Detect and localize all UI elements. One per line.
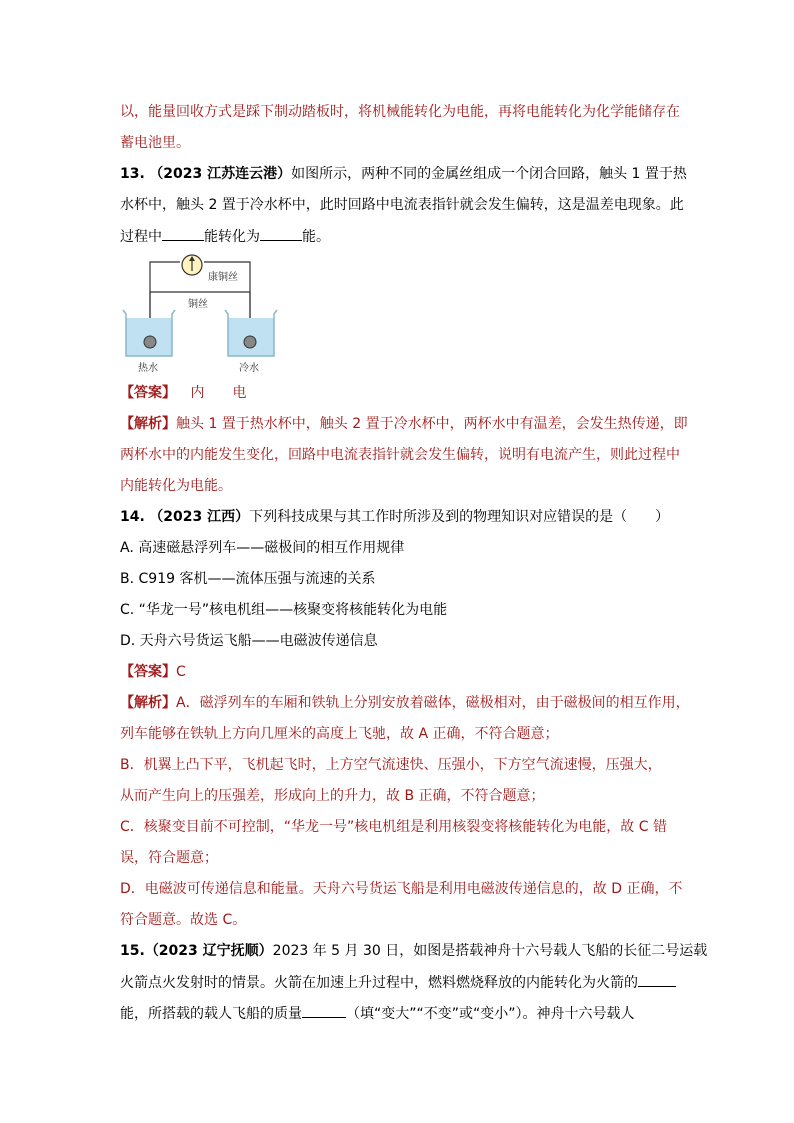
q14-analysis-line-6: 误，符合题意； [120, 850, 218, 866]
q14-source: （2023 江西） [149, 509, 250, 525]
beaker-hot-water [123, 310, 175, 356]
q13-answer-text: 内 电 [190, 385, 247, 401]
q15-stem-text-2: 火箭点火发射时的情景。火箭在加速上升过程中，燃料燃烧释放的内能转化为火箭的 [120, 975, 638, 991]
q14-answer-label: 【答案】 [120, 664, 176, 680]
q13-analysis-line-1 [120, 414, 688, 434]
q13-stem-text-3a: 过程中 [120, 229, 162, 245]
prev-analysis-line-2: 蓄电池里。 [120, 135, 190, 151]
beaker-cold-water [225, 310, 277, 356]
q14-analysis-label: 【解析】 [120, 695, 176, 711]
beaker-label-hot: 热水 [138, 363, 158, 374]
q14-option-c: C. “华龙一号”核电机组——核聚变将核能转化为电能 [120, 602, 448, 618]
q14-analysis-line-1 [120, 693, 690, 713]
q14-option-d: D. 天舟六号货运飞船——电磁波传递信息 [120, 633, 378, 649]
q13-blank-1 [162, 226, 204, 241]
q15-stem-line-1 [120, 941, 707, 961]
q14-option-a: A. 高速磁悬浮列车——磁极间的相互作用规律 [120, 540, 405, 556]
q14-stem [120, 507, 669, 527]
q13-analysis-line-2: 两杯水中的内能发生变化，回路中电流表指针就会发生偏转，说明有电流产生，则此过程中 [120, 447, 680, 463]
q15-blank-2 [302, 1003, 346, 1018]
wire-label-copper: 铜丝 [188, 299, 208, 310]
q14-analysis-line-5: C．核聚变目前不可控制，“华龙一号”核电机组是利用核裂变将核能转化为电能，故 C 错 [120, 819, 667, 835]
q15-blank-1 [638, 972, 676, 987]
q14-analysis-line-4: 从而产生向上的压强差，形成向上的升力，故 B 正确，不符合题意； [120, 788, 545, 804]
q13-stem-text-1: 如图所示，两种不同的金属丝组成一个闭合回路，触头 1 置于热 [291, 166, 687, 182]
q13-blank-2 [260, 226, 302, 241]
q15-stem-line-2 [120, 972, 676, 993]
q15-stem-line-3 [120, 1003, 635, 1024]
q14-option-b: B. C919 客机——流体压强与流速的关系 [120, 571, 376, 587]
q13-stem-text-3b: 能转化为 [204, 229, 260, 245]
q13-stem-line-1 [120, 164, 687, 184]
q14-analysis-line-8: 符合题意。故选 C。 [120, 912, 247, 928]
q13-analysis-text-1: 触头 1 置于热水杯中，触头 2 置于冷水杯中，两杯水中有温差，会发生热传递，即 [176, 416, 688, 432]
q14-analysis-line-2: 列车能够在铁轨上方向几厘米的高度上飞驰，故 A 正确，不符合题意； [120, 726, 559, 742]
q13-number: 13. [120, 166, 145, 182]
q13-analysis-label: 【解析】 [120, 416, 176, 432]
beaker-label-cold: 冷水 [239, 363, 259, 374]
q14-analysis-line-7: D．电磁波可传递信息和能量。天舟六号货运飞船是利用电磁波传递信息的，故 D 正确，不 [120, 881, 683, 897]
q13-source: （2023 江苏连云港） [149, 166, 292, 182]
prev-analysis-line-1: 以，能量回收方式是踩下制动踏板时，将机械能转化为电能，再将电能转化为化学能储存在 [120, 104, 680, 120]
q15-stem-text-3b: （填“变大”“不变”或“变小”）。神舟十六号载人 [346, 1006, 635, 1022]
q15-number: 15. [120, 943, 145, 959]
q13-answer-label: 【答案】 [120, 385, 176, 401]
q14-analysis-line-3: B．机翼上凸下平，飞机起飞时，上方空气流速快、压强小，下方空气流速慢，压强大， [120, 757, 662, 773]
q15-stem-text-3a: 能，所搭载的载人飞船的质量 [120, 1006, 302, 1022]
q14-analysis-text-1: A．磁浮列车的车厢和铁轨上分别安放着磁体，磁极相对，由于磁极间的相互作用， [176, 695, 690, 711]
q13-stem-line-2: 水杯中，触头 2 置于冷水杯中，此时回路中电流表指针就会发生偏转，这是温差电现象。此 [120, 197, 684, 213]
q13-stem-line-3 [120, 226, 330, 247]
thermocouple-figure [118, 252, 278, 376]
q15-stem-text-1: 2023 年 5 月 30 日，如图是搭载神舟十六号载人飞船的长征二号运载 [272, 943, 708, 959]
galvanometer-icon [182, 255, 202, 275]
wire-label-constantan: 康铜丝 [208, 272, 238, 283]
q13-stem-text-3c: 能。 [302, 229, 330, 245]
q15-source: （2023 辽宁抚顺） [144, 943, 273, 959]
q14-stem-text: 下列科技成果与其工作时所涉及到的物理知识对应错误的是（ ） [249, 509, 670, 525]
q13-analysis-line-3: 内能转化为电能。 [120, 478, 232, 494]
q14-answer-text: C [176, 664, 186, 680]
q13-answer [120, 383, 246, 403]
q14-answer [120, 662, 186, 682]
q14-number: 14. [120, 509, 145, 525]
